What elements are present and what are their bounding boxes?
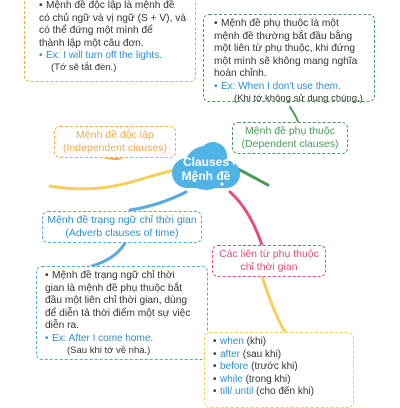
branch-conjunctions-down [262, 276, 285, 332]
dependent-label-vi: Mệnh đề phụ thuộc [245, 125, 335, 137]
dependent-example: • Ex: When I don't use them. [214, 80, 341, 92]
dependent-definition-box [203, 14, 375, 102]
independent-definition-box [24, 0, 196, 82]
dependent-label-en: (Dependent clauses) [241, 138, 339, 150]
dependent-translation: (Khi tớ không sử dụng chúng.) [234, 92, 363, 104]
conjunction-item: • while (trong khi) [213, 373, 291, 385]
conjunctions-label-line2: chỉ thời gian [240, 261, 298, 273]
adverb-definition: • Mệnh đề trạng ngữ chỉ thời gian là mệnh đề phụ thuộc bắt đầu một liên chỉ thời gian, dùng để diễn tả thời điểm một sự việc diễn ra. [45, 270, 191, 332]
conjunction-item: • after (sau khi) [213, 348, 282, 360]
branch-independent [50, 170, 175, 189]
conjunctions-label [212, 245, 326, 277]
branch-dependent [236, 168, 268, 185]
independent-label-en: (Independent clauses) [63, 142, 167, 154]
independent-definition: • Mệnh đề độc lập là mệnh đề có chủ ngữ và vị ngữ (S + V), và có thể đứng một mình để thành lập một câu đơn. [39, 0, 186, 49]
adverb-label-vi: Mệnh đề trạng ngữ chỉ thời gian [47, 214, 197, 226]
branch-conjunctions [230, 192, 262, 245]
independent-label-vi: Mệnh đề độc lập [76, 129, 154, 141]
branch-adverb [130, 192, 186, 210]
independent-label [54, 126, 176, 158]
center-title-vi: Mệnh đề [181, 169, 231, 183]
conjunction-item: • before (trước khi) [213, 361, 298, 372]
conjunction-item: • till/ until (cho đến khi) [213, 386, 314, 397]
independent-example: • Ex: I will turn off the lights. [39, 50, 162, 62]
adverb-definition-box [36, 266, 208, 360]
conjunctions-list-box [204, 332, 354, 408]
independent-translation: (Tớ sẽ tắt đèn.) [51, 62, 117, 74]
adverb-translation: (Sau khi tớ về nhà.) [67, 344, 151, 356]
branch-dependent-up [290, 107, 298, 122]
adverb-label-en: (Adverb clauses of time) [65, 227, 179, 239]
dependent-label [232, 122, 348, 154]
branch-adverb-down [92, 243, 125, 266]
dependent-definition: • Mệnh đề phụ thuộc là một mệnh đề thường bắt đầu bằng một liên từ phụ thuộc, khi đứng một mình sẽ không mang nghĩa hoàn chỉnh. [214, 18, 358, 80]
conjunction-item: • when (khi) [213, 336, 267, 347]
center-title-en: Clauses [182, 155, 230, 169]
adverb-example: • Ex: After I come home. [45, 332, 154, 344]
adverb-label [42, 211, 202, 243]
center-topic [176, 155, 236, 183]
conjunctions-label-line1: Các liên từ phụ thuộc [219, 248, 319, 260]
